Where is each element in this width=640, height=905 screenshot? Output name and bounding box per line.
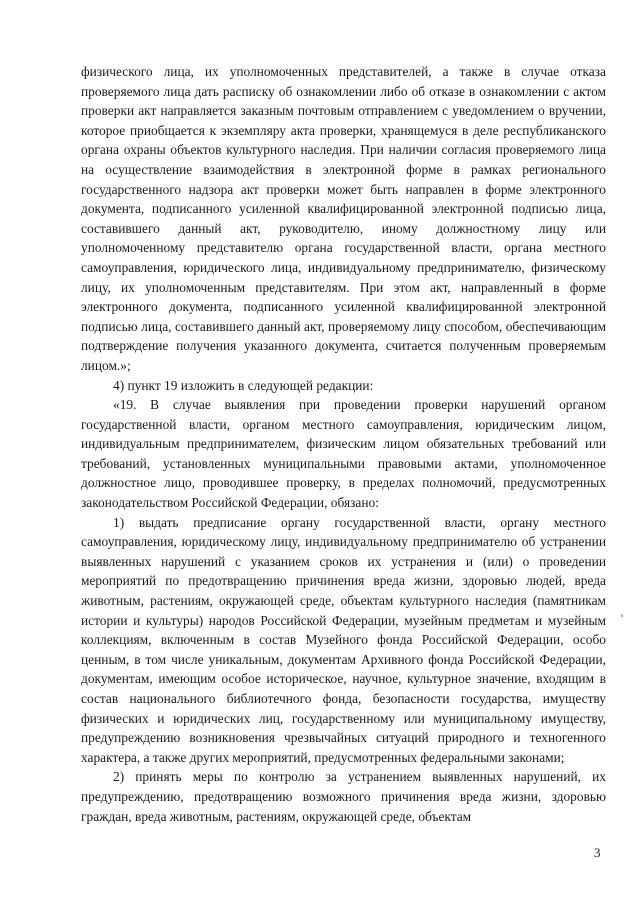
scan-speck [621,614,623,617]
paragraph: 4) пункт 19 изложить в следующей редакции: [113,377,374,393]
paragraph: 2) принять меры по контролю за устранением выявленных нарушений, их предупреждению, предотвращению возможного причинения вреда жизни, здоровью граждан, вреда животным, растениям, окружающей среде, объектам [81,769,606,824]
paragraph: физического лица, их уполномоченных представителей, а также в случае отказа проверяемого лица дать расписку об ознакомлении либо об отказе в ознакомлении с актом проверки акт направляется заказным почтовым отправлением с уведомлением о вручении, которое приобщается к экземпляру акта проверки, хранящемуся в деле республиканского органа охраны объектов культурного наследия. При наличии согласия проверяемого лица на осуществление взаимодействия в электронной форме в рамках регионального государственного надзора акт проверки может быть направлен в форме электронного документа, подписанного усиленной квалифицированной электронной подписью лица, составившего данный акт, руководителю, иному должностному лицу или уполномоченному представителю органа государственной власти, органа местного самоуправления, юридического лица, индивидуальному предпринимателю, физическому лицу, их уполномоченным представителям. При этом акт, направленный в форме электронного документа, подписанного усиленной квалифицированной электронной подписью лица, составившего данный акт, проверяемому лицу способом, обеспечивающим подтверждение получения указанного документа, считается полученным проверяемым лицом.»; [81,64,606,373]
paragraph: 1) выдать предписание органу государственной власти, органу местного самоуправления, юридическому лицу, индивидуальному предпринимателю об устранении выявленных нарушений с указанием сроков их устранения и (или) о проведении мероприятий по предотвращению причинения вреда жизни, здоровью людей, вреда животным, растениям, окружающей среде, объектам культурного наследия (памятникам истории и культуры) народов Российской Федерации, музейным предметам и музейным коллекциям, включенным в состав Музейного фонда Российской Федерации, особо ценным, в том числе уникальным, документам Архивного фонда Российской Федерации, документам, имеющим особое историческое, научное, культурное значение, входящим в состав национального библиотечного фонда, безопасности государства, имуществу физических и юридических лиц, государственному или муниципальному имуществу, предупреждению возникновения чрезвычайных ситуаций природного и техногенного характера, а также других мероприятий, предусмотренных федеральными законами; [81,514,606,765]
page-number: 3 [594,845,601,860]
body-text [81,62,606,826]
paragraph: «19. В случае выявления при проведении проверки нарушений органом государственной власти, органом местного самоуправления, юридическим лицом, индивидуальным предпринимателем, физическим лицом обязательных требований или требований, установленных муниципальными правовыми актами, уполномоченное должностное лицо, проводившее проверку, в пределах полномочий, предусмотренных законодательством Российской Федерации, обязано: [81,397,606,511]
